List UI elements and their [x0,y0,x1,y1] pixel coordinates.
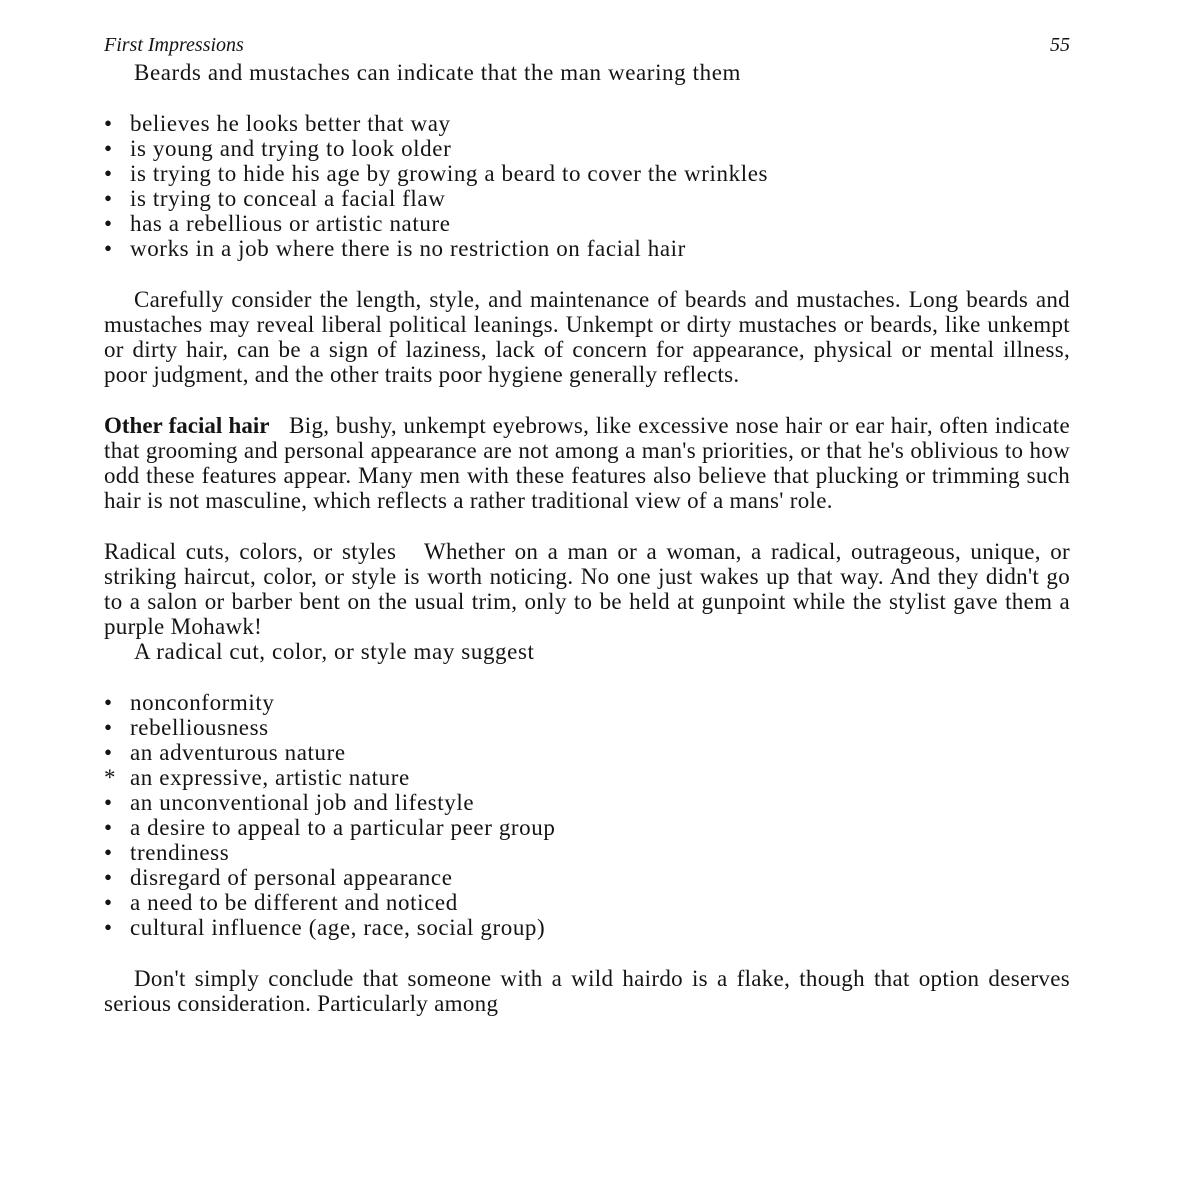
list-item-text: a desire to appeal to a particular peer group [130,815,556,840]
bullet-marker: • [104,790,113,815]
list-item [104,865,1070,890]
chapter-title: First Impressions [104,34,244,56]
list-item-text: a need to be different and noticed [130,890,458,915]
section-text: Whether on a man or a woman, a radical, outrageous, unique, or striking haircut, color, or style is worth noticing. No one just wakes up that way. And they didn't go to a salon or barber bent on the usual trim, only to be held at gunpoint while the stylist gave them a purple Mohawk! [104,539,1070,639]
list-item-text: is trying to conceal a facial flaw [130,186,446,211]
section-heading: Radical cuts, colors, or styles [104,539,397,564]
bullet-marker: * [104,765,117,790]
radical-section [104,539,1070,639]
list-item-text: cultural influence (age, race, social group) [130,915,546,940]
list-item-text: disregard of personal appearance [130,865,453,890]
section-heading: Other facial hair [104,413,270,438]
bullet-marker: • [104,236,113,261]
list-item-text: is trying to hide his age by growing a beard to cover the wrinkles [130,161,769,186]
spacer [104,387,1070,413]
list-item [104,186,1070,211]
list-item [104,790,1070,815]
closing-paragraph: Don't simply conclude that someone with a wild hairdo is a flake, though that option deserves serious consideration. Particularly among [104,966,1070,1016]
list-item [104,136,1070,161]
bullet-marker: • [104,840,113,865]
list-item [104,715,1070,740]
bullet-marker: • [104,690,113,715]
page-number: 55 [1050,34,1070,56]
radical-bullet-list [104,690,1070,940]
bullet-marker: • [104,915,113,940]
radical-intro: A radical cut, color, or style may suggest [134,639,535,664]
beards-intro: Beards and mustaches can indicate that the man wearing them [134,60,741,85]
spacer [104,664,1070,690]
book-page [104,30,1070,1016]
other-facial-hair-section [104,413,1070,513]
bullet-marker: • [104,865,113,890]
list-item [104,890,1070,915]
beards-bullet-list [104,111,1070,261]
list-item-text: an expressive, artistic nature [130,765,410,790]
bullet-marker: • [104,890,113,915]
bullet-marker: • [104,211,113,236]
list-item [104,690,1070,715]
list-item [104,236,1070,261]
spacer [104,940,1070,966]
bullet-marker: • [104,715,113,740]
list-item-text: rebelliousness [130,715,269,740]
bullet-marker: • [104,815,113,840]
bullet-marker: • [104,186,113,211]
list-item [104,111,1070,136]
list-item [104,915,1070,940]
list-item-text: works in a job where there is no restriction on facial hair [130,236,686,261]
list-item [104,815,1070,840]
spacer [104,85,1070,111]
list-item [104,765,1070,790]
bullet-marker: • [104,740,113,765]
list-item-text: an adventurous nature [130,740,346,765]
spacer [104,513,1070,539]
list-item-text: nonconformity [130,690,275,715]
beards-paragraph: Carefully consider the length, style, and maintenance of beards and mustaches. Long beards and mustaches may reveal liberal political leanings. Unkempt or dirty mustaches or beards, like unkempt or dirty hair, can be a sign of laziness, lack of concern for appearance, physical or mental illness, poor judgment, and the other traits poor hygiene generally reflects. [104,287,1070,387]
list-item [104,211,1070,236]
list-item-text: has a rebellious or artistic nature [130,211,451,236]
list-item-text: trendiness [130,840,230,865]
list-item-text: believes he looks better that way [130,111,451,136]
section-text: Big, bushy, unkempt eyebrows, like excessive nose hair or ear hair, often indicate that grooming and personal appearance are not among a man's priorities, or that he's oblivious to how odd these features appear. Many men with these features also believe that plucking or trimming such hair is not masculine, which reflects a rather traditional view of a mans' role. [104,413,1070,513]
list-item [104,161,1070,186]
list-item-text: is young and trying to look older [130,136,452,161]
bullet-marker: • [104,161,113,186]
list-item [104,740,1070,765]
spacer [104,261,1070,287]
list-item [104,840,1070,865]
bullet-marker: • [104,111,113,136]
running-header [104,30,1070,60]
bullet-marker: • [104,136,113,161]
list-item-text: an unconventional job and lifestyle [130,790,475,815]
